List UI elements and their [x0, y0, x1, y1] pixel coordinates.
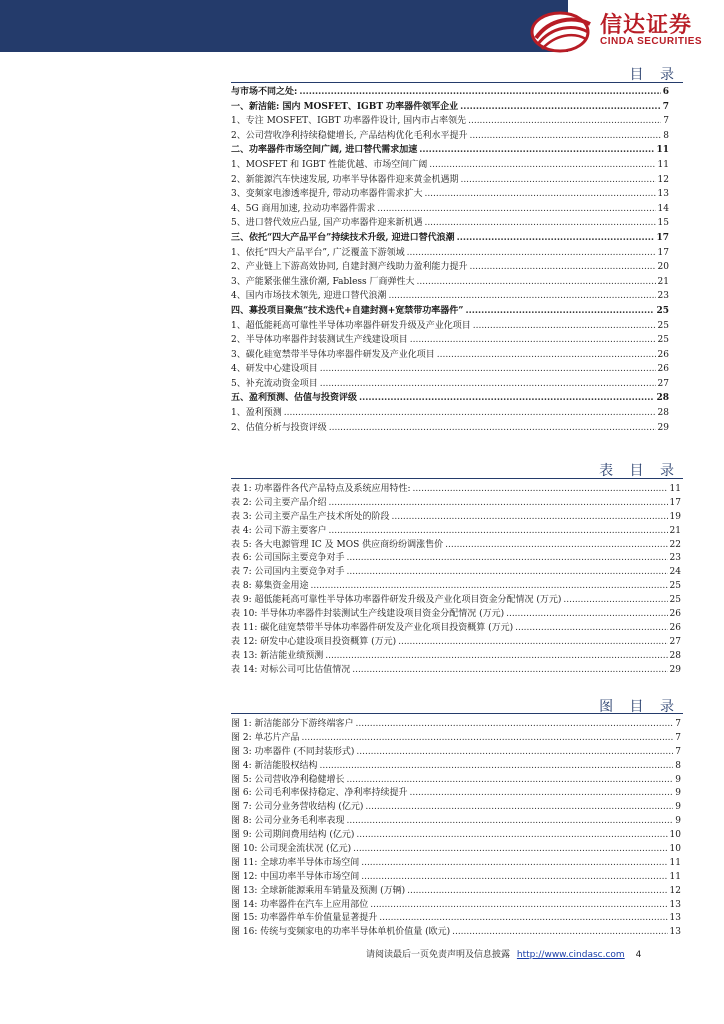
table-entry[interactable] [231, 606, 681, 620]
toc-entry-page: 25 [657, 320, 669, 331]
figure-entry-page: 9 [675, 802, 681, 813]
table-entry-page: 22 [669, 539, 681, 550]
toc-entry-page: 12 [657, 174, 669, 185]
toc-entry-page: 7 [663, 116, 669, 127]
dot-leader [417, 277, 656, 287]
toc-entry-page: 6 [662, 87, 669, 97]
figure-entry-label: 图 12: 中国功率半导体市场空间 [231, 871, 360, 882]
table-entry-label: 表 6: 公司国际主要竞争对手 [231, 553, 345, 564]
toc-entry-page: 7 [662, 101, 669, 112]
toc-entry-label: 3、碳化硅宽禁带半导体功率器件研发及产业化项目 [231, 349, 435, 360]
toc-entry[interactable] [231, 230, 669, 245]
table-entry-page: 19 [669, 511, 681, 522]
table-entry-page: 25 [669, 595, 681, 606]
figure-entry-label: 图 13: 全球新能源乘用车销量及预测 (万辆) [231, 885, 406, 896]
toc-entry-page: 28 [657, 408, 669, 419]
figure-entry-label: 图 11: 全球功率半导体市场空间 [231, 857, 360, 868]
toc-entry[interactable] [231, 99, 669, 114]
toc-entry-page: 28 [656, 393, 669, 404]
dot-leader [424, 189, 655, 199]
toc-entry-page: 25 [657, 335, 669, 346]
figure-entry[interactable] [231, 744, 681, 758]
brand-logo [530, 8, 720, 56]
dot-leader [361, 872, 667, 882]
toc-entry-page: 17 [656, 232, 669, 243]
dot-leader [359, 393, 654, 403]
header-banner [0, 0, 724, 60]
figure-entry-label: 图 2: 单芯片产品 [231, 732, 300, 743]
toc-divider [231, 82, 683, 83]
dot-leader [413, 484, 668, 494]
dot-leader [468, 116, 661, 126]
dot-leader [301, 733, 673, 743]
toc-entry-page: 25 [656, 305, 669, 316]
table-entry[interactable] [231, 578, 681, 592]
figure-entry-page: 13 [669, 913, 681, 924]
toc-entry[interactable] [231, 84, 669, 99]
dot-leader [352, 665, 667, 675]
figure-entry[interactable] [231, 813, 681, 827]
figure-entry[interactable] [231, 924, 681, 938]
figure-entry-page: 12 [669, 885, 681, 896]
dot-leader [379, 913, 667, 923]
toc-entry-page: 14 [657, 203, 669, 214]
table-entry[interactable] [231, 481, 681, 495]
table-entry-page: 26 [669, 609, 681, 620]
table-entry-label: 表 11: 碳化硅宽禁带半导体功率器件研发及产业化项目投资概算 (万元) [231, 622, 514, 633]
figure-entry-label: 图 9: 公司期间费用结构 (亿元) [231, 830, 355, 841]
figure-entry[interactable] [231, 772, 681, 786]
dot-leader [409, 788, 673, 798]
dot-leader [356, 830, 667, 840]
dot-leader [365, 802, 673, 812]
figure-entry-page: 9 [675, 816, 681, 827]
figure-entry-page: 11 [669, 871, 681, 882]
dot-leader [465, 306, 654, 316]
figure-entry-page: 11 [669, 857, 681, 868]
toc-entry[interactable] [231, 113, 669, 128]
toc-entry[interactable] [231, 405, 669, 420]
toc-entry-label: 与市场不同之处: [231, 87, 298, 97]
table-entry-page: 24 [669, 567, 681, 578]
toc-entry-label: 4、5G 商用加速, 拉动功率器件需求 [231, 203, 376, 214]
toc-entry[interactable] [231, 376, 669, 391]
toc-entry-page: 11 [656, 145, 669, 156]
toc-entry-label: 1、超低能耗高可靠性半导体功率器件研发升级及产业化项目 [231, 320, 471, 331]
dot-leader [407, 248, 656, 258]
toc-entry-label: 5、进口替代效应凸显, 国产功率器件迎来新机遇 [231, 218, 423, 229]
table-entry-page: 11 [669, 484, 681, 494]
toc-entry-label: 4、研发中心建设项目 [231, 364, 318, 375]
table-entry-label: 表 7: 公司国内主要竞争对手 [231, 567, 345, 578]
toc-entry-label: 1、专注 MOSFET、IGBT 功率器件设计, 国内市占率领先 [231, 116, 467, 127]
dot-leader [469, 262, 655, 272]
figure-entry-label: 图 8: 公司分业务毛利率表现 [231, 816, 345, 827]
dot-leader [506, 609, 667, 619]
toc-list [231, 84, 669, 434]
toc-entry-label: 五、盈利预测、估值与投资评级 [231, 393, 358, 404]
table-entry-page: 29 [669, 664, 681, 675]
dot-leader [370, 900, 667, 910]
figure-entry-label: 图 16: 传统与变频家电的功率半导体单机价值量 (欧元) [231, 927, 451, 938]
figure-entry-page: 9 [675, 774, 681, 785]
toc-entry-page: 17 [657, 247, 669, 258]
table-entry-page: 27 [669, 636, 681, 647]
figure-entry-label: 图 14: 功率器件在汽车上应用部位 [231, 899, 369, 910]
toc-entry[interactable] [231, 186, 669, 201]
table-entry-label: 表 12: 研发中心建设项目投资概算 (万元) [231, 636, 397, 647]
toc-entry[interactable] [231, 332, 669, 347]
dot-leader [469, 131, 661, 141]
toc-entry-page: 13 [657, 189, 669, 200]
dot-leader [328, 498, 667, 508]
figure-entry[interactable] [231, 799, 681, 813]
dot-leader [445, 540, 667, 550]
dot-leader [424, 218, 655, 228]
toc-entry-page: 21 [657, 276, 669, 287]
toc-entry[interactable] [231, 288, 669, 303]
toc-entry[interactable] [231, 361, 669, 376]
dot-leader [356, 747, 673, 757]
dot-leader [346, 553, 667, 563]
toc-entry-page: 26 [657, 349, 669, 360]
table-entry-label: 表 4: 公司下游主要客户 [231, 525, 327, 536]
toc-entry-label: 3、变频家电渗透率提升, 带动功率器件需求扩大 [231, 189, 423, 200]
table-entry[interactable] [231, 662, 681, 676]
figure-entry-label: 图 5: 公司营收净利稳健增长 [231, 774, 345, 785]
toc-entry-label: 一、新洁能: 国内 MOSFET、IGBT 功率器件领军企业 [231, 101, 459, 112]
toc-entry-page: 15 [657, 218, 669, 229]
table-entry-label: 表 10: 半导体功率器件封装测试生产线建设项目资金分配情况 (万元) [231, 609, 505, 620]
table-entry-page: 26 [669, 622, 681, 633]
dot-leader [346, 775, 673, 785]
toc-entry-page: 29 [657, 422, 669, 433]
dot-leader [410, 335, 656, 345]
table-entry-label: 表 14: 对标公司可比估值情况 [231, 664, 351, 675]
figure-entry-page: 13 [669, 899, 681, 910]
dot-leader [325, 651, 667, 661]
dot-leader [310, 581, 667, 591]
table-entry[interactable] [231, 509, 681, 523]
toc-entry-label: 三、依托“四大产品平台”持续技术升级, 迎进口替代浪潮 [231, 232, 455, 243]
dot-leader [563, 595, 667, 605]
figure-entry-page: 10 [669, 830, 681, 841]
figure-entry-label: 图 7: 公司分业务营收结构 (亿元) [231, 802, 364, 813]
dot-leader [398, 637, 667, 647]
dot-leader [473, 321, 656, 331]
table-entry-page: 23 [669, 553, 681, 564]
dot-leader [353, 844, 667, 854]
figure-entry[interactable] [231, 883, 681, 897]
tables-title: 表 目 录 [599, 463, 680, 479]
table-entry[interactable] [231, 537, 681, 551]
dot-leader [429, 160, 655, 170]
figure-entry[interactable] [231, 758, 681, 772]
toc-entry-label: 4、国内市场技术领先, 迎进口替代浪潮 [231, 291, 387, 302]
table-entry[interactable] [231, 620, 681, 634]
toc-entry-page: 26 [657, 364, 669, 375]
dot-leader [320, 364, 656, 374]
table-entry-label: 表 1: 功率器件各代产品特点及系统应用特性: [231, 484, 411, 494]
dot-leader [407, 886, 667, 896]
toc-entry[interactable] [231, 172, 669, 187]
dot-leader [361, 858, 667, 868]
disclaimer-text: 请阅读最后一页免责声明及信息披露 [366, 950, 511, 960]
dot-leader [419, 145, 654, 155]
toc-entry[interactable] [231, 201, 669, 216]
page-number: 4 [635, 950, 642, 960]
figures-title: 图 目 录 [599, 699, 680, 715]
figures-list [231, 716, 681, 938]
figure-entry[interactable] [231, 910, 681, 924]
figure-entry[interactable] [231, 855, 681, 869]
brand-name-cn: 信达证券 [600, 13, 693, 38]
dot-leader [460, 102, 661, 112]
toc-entry-page: 23 [657, 291, 669, 302]
page-footer [366, 947, 641, 960]
toc-entry-label: 5、补充流动资金项目 [231, 378, 318, 389]
figure-entry[interactable] [231, 827, 681, 841]
tables-divider [231, 478, 683, 479]
dot-leader [457, 233, 655, 243]
toc-entry-label: 2、半导体功率器件封装测试生产线建设项目 [231, 335, 408, 346]
table-entry-label: 表 8: 募集资金用途 [231, 581, 309, 592]
dot-leader [284, 408, 656, 418]
toc-entry[interactable] [231, 390, 669, 405]
dot-leader [319, 761, 673, 771]
figure-entry[interactable] [231, 785, 681, 799]
table-entry-page: 17 [669, 497, 681, 508]
figure-entry[interactable] [231, 716, 681, 730]
dot-leader [346, 567, 667, 577]
toc-entry[interactable] [231, 259, 669, 274]
dot-leader [299, 87, 660, 97]
toc-entry[interactable] [231, 142, 669, 157]
dot-leader [346, 816, 673, 826]
tables-list [231, 481, 681, 675]
table-entry[interactable] [231, 648, 681, 662]
website-link[interactable]: http://www.cindasc.com [516, 950, 625, 960]
dot-leader [388, 291, 655, 301]
dot-leader [437, 350, 656, 360]
dot-leader [460, 175, 655, 185]
figure-entry[interactable] [231, 869, 681, 883]
figure-entry-page: 9 [675, 788, 681, 799]
toc-entry[interactable] [231, 420, 669, 435]
figure-entry-label: 图 15: 功率器件单车价值量显著提升 [231, 913, 378, 924]
toc-entry-label: 2、产业链上下游高效协同, 自建封测产线助力盈利能力提升 [231, 262, 468, 273]
table-entry[interactable] [231, 634, 681, 648]
table-entry[interactable] [231, 495, 681, 509]
figure-entry-label: 图 1: 新洁能部分下游终端客户 [231, 719, 354, 729]
logo-mark-icon [530, 8, 594, 54]
table-entry[interactable] [231, 550, 681, 564]
dot-leader [377, 204, 655, 214]
dot-leader [391, 512, 667, 522]
toc-entry[interactable] [231, 157, 669, 172]
figure-entry-label: 图 6: 公司毛利率保持稳定、净利率持续提升 [231, 788, 408, 799]
toc-entry[interactable] [231, 318, 669, 333]
toc-entry[interactable] [231, 347, 669, 362]
figure-entry-page: 7 [675, 719, 681, 729]
brand-name-en: CINDA SECURITIES [600, 36, 703, 47]
toc-entry-page: 8 [663, 130, 669, 141]
toc-entry[interactable] [231, 303, 669, 318]
table-entry-label: 表 2: 公司主要产品介绍 [231, 497, 327, 508]
figure-entry-page: 7 [675, 732, 681, 743]
figure-entry-label: 图 3: 功率器件 (不同封装形式) [231, 746, 355, 757]
toc-entry-label: 1、依托“四大产品平台”, 广泛覆盖下游领域 [231, 247, 405, 258]
table-entry[interactable] [231, 564, 681, 578]
dot-leader [452, 927, 667, 937]
table-entry[interactable] [231, 592, 681, 606]
toc-entry[interactable] [231, 128, 669, 143]
toc-entry-label: 1、盈利预测 [231, 408, 282, 419]
figures-divider [231, 713, 683, 714]
toc-entry-label: 2、新能源汽车快速发展, 功率半导体器件迎来黄金机遇期 [231, 174, 459, 185]
figure-entry-label: 图 4: 新洁能股权结构 [231, 760, 318, 771]
table-entry-page: 28 [669, 650, 681, 661]
toc-entry-label: 四、募投项目聚焦“技术迭代+自建封测+宽禁带功率器件” [231, 305, 464, 316]
figure-entry-page: 10 [669, 844, 681, 855]
toc-entry-label: 1、MOSFET 和 IGBT 性能优越、市场空间广阔 [231, 159, 428, 170]
figure-entry[interactable] [231, 897, 681, 911]
table-entry-label: 表 9: 超低能耗高可靠性半导体功率器件研发升级及产业化项目资金分配情况 (万元) [231, 595, 562, 606]
toc-entry[interactable] [231, 245, 669, 260]
table-entry-page: 25 [669, 581, 681, 592]
table-entry-label: 表 3: 公司主要产品生产技术所处的阶段 [231, 511, 390, 522]
toc-entry[interactable] [231, 274, 669, 289]
toc-entry-page: 27 [657, 378, 669, 389]
toc-entry-page: 11 [657, 159, 669, 170]
toc-entry[interactable] [231, 215, 669, 230]
figure-entry-page: 13 [669, 927, 681, 938]
toc-entry-label: 3、产能紧张催生涨价潮, Fabless 厂商弹性大 [231, 276, 415, 287]
dot-leader [355, 719, 673, 729]
figure-entry[interactable] [231, 730, 681, 744]
figure-entry[interactable] [231, 841, 681, 855]
dot-leader [328, 526, 667, 536]
toc-entry-label: 2、估值分析与投资评级 [231, 422, 327, 433]
toc-title: 目 录 [629, 67, 680, 83]
table-entry[interactable] [231, 523, 681, 537]
dot-leader [329, 423, 656, 433]
table-entry-label: 表 13: 新洁能业绩预测 [231, 650, 324, 661]
table-entry-label: 表 5: 各大电源管理 IC 及 MOS 供应商纷纷调涨售价 [231, 539, 444, 550]
figure-entry-page: 8 [675, 760, 681, 771]
header-bar [0, 0, 568, 52]
dot-leader [515, 623, 667, 633]
toc-entry-page: 20 [657, 262, 669, 273]
table-entry-page: 21 [669, 525, 681, 536]
toc-entry-label: 二、功率器件市场空间广阔, 进口替代需求加速 [231, 145, 418, 156]
figure-entry-label: 图 10: 公司现金流状况 (亿元) [231, 844, 352, 855]
dot-leader [320, 379, 656, 389]
toc-entry-label: 2、公司营收净利持续稳健增长, 产品结构优化毛利水平提升 [231, 130, 468, 141]
figure-entry-page: 7 [675, 746, 681, 757]
